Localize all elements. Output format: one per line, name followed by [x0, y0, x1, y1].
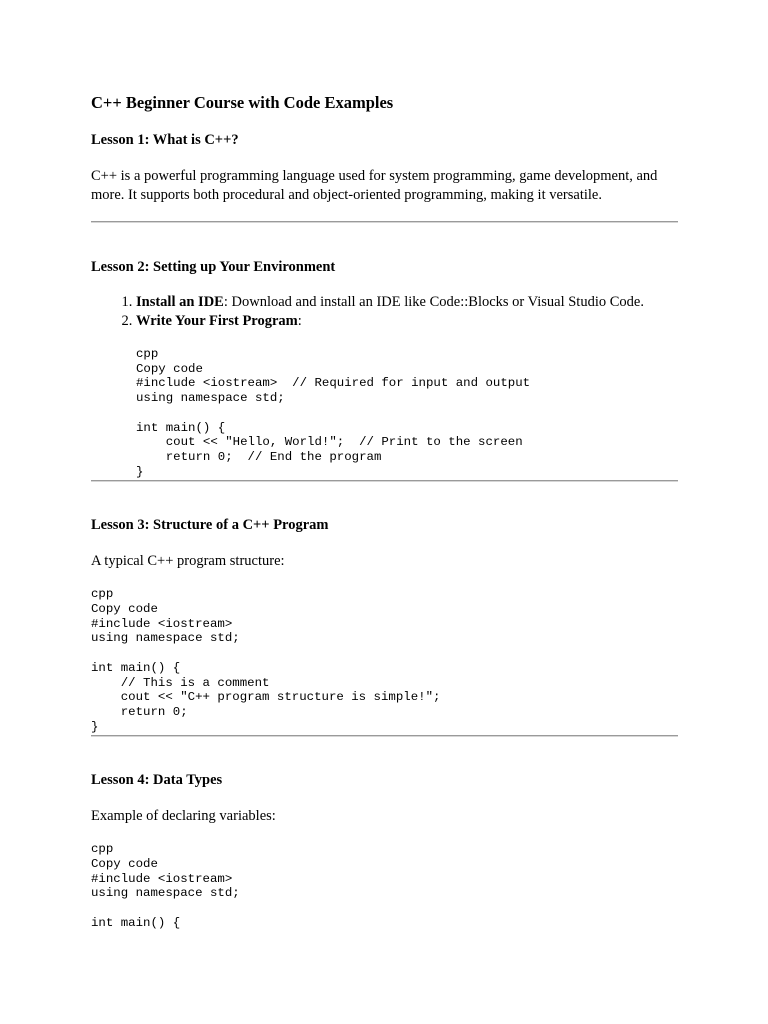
- lesson2-step-1: [136, 293, 678, 312]
- lesson1-heading: Lesson 1: What is C++?: [91, 132, 239, 148]
- lesson4-code-block: cpp Copy code #include <iostream> using namespace std; int main() {: [91, 842, 240, 930]
- step-1-bold: Install an IDE: [136, 294, 224, 310]
- step-2-bold: Write Your First Program: [136, 313, 298, 329]
- step-2-text: :: [297, 313, 302, 329]
- divider-3: [91, 735, 678, 737]
- lesson2-steps: [91, 293, 678, 331]
- lesson4-body: Example of declaring variables:: [91, 808, 276, 825]
- document-content: [91, 93, 678, 931]
- lesson3-body: A typical C++ program structure:: [91, 553, 285, 570]
- lesson2-step-2: [136, 312, 678, 331]
- lesson2-heading: Lesson 2: Setting up Your Environment: [91, 259, 336, 275]
- divider-1: [91, 221, 678, 223]
- step-1-text: : Download and install an IDE like Code::Blocks or Visual Studio Code.: [223, 294, 644, 310]
- document-title: C++ Beginner Course with Code Examples: [91, 93, 394, 112]
- lesson1-body: C++ is a powerful programming language used for system programming, game development, and more. It supports both procedural and object-oriented programming, making it versatile.: [91, 168, 658, 203]
- lesson3-heading: Lesson 3: Structure of a C++ Program: [91, 517, 329, 534]
- lesson3-code-block: cpp Copy code #include <iostream> using namespace std; int main() { // This is a comment cout << "C++ program structure is simple!"; return 0; }: [91, 587, 441, 734]
- divider-2: [91, 480, 678, 482]
- lesson4-heading: Lesson 4: Data Types: [91, 772, 223, 789]
- lesson2-code-block: cpp Copy code #include <iostream> // Required for input and output using namespace std; int main() { cout << "Hello, World!"; // Print to the screen return 0; // End the program }: [136, 347, 531, 479]
